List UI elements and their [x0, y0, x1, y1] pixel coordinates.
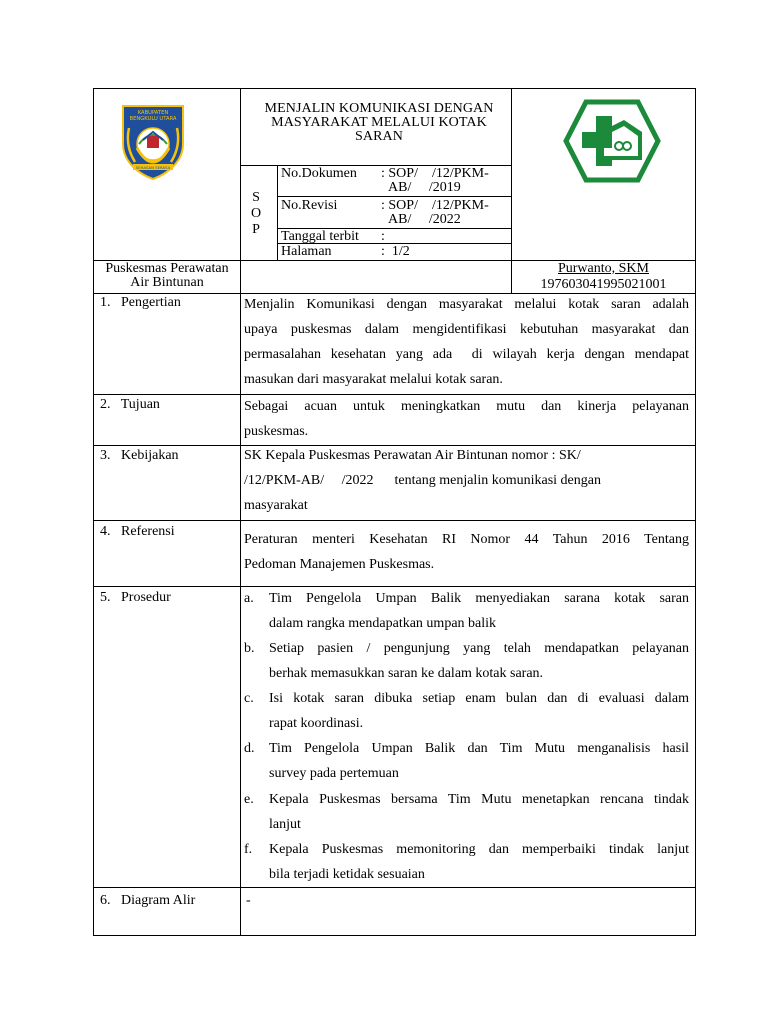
- signer-id: 197603041995021001: [540, 277, 667, 292]
- issue-date-value: :: [381, 229, 385, 244]
- revision-value-1: : SOP/ /12/PKM-: [381, 198, 489, 213]
- doc-number-value-1: : SOP/ /12/PKM-: [381, 166, 489, 181]
- sop-vertical-label: [250, 190, 262, 238]
- kabupaten-emblem-icon: [119, 104, 187, 185]
- sop-letter-s: S: [252, 190, 260, 205]
- section-pengertian-text: [244, 292, 689, 392]
- prosedur-item-line-1: Tim Pengelola Umpan Balik menyediakan sarana kotak saran: [269, 591, 689, 606]
- section-kebijakan-text: [244, 443, 689, 518]
- section-referensi-text: [244, 527, 689, 577]
- referensi-line-2: Pedoman Manajemen Puskesmas.: [244, 557, 435, 572]
- row-divider-4: [93, 520, 696, 521]
- table-border-right: [695, 88, 696, 936]
- pengertian-line-4: masukan dari masyarakat melalui kotak saran.: [244, 372, 503, 387]
- prosedur-item-line-1: Tim Pengelola Umpan Balik dan Tim Mutu menganalisis hasil: [269, 741, 689, 756]
- sop-letter-o: O: [250, 206, 262, 221]
- tujuan-line-2: puskesmas.: [244, 424, 309, 439]
- title-line-1: MENJALIN KOMUNIKASI DENGAN: [264, 101, 494, 116]
- prosedur-item-letter: e.: [244, 792, 254, 807]
- puskesmas-logo-icon: [560, 98, 664, 189]
- issue-date-label: Tanggal terbit: [281, 229, 359, 244]
- prosedur-item-line-1: Kepala Puskesmas memonitoring dan memperbaiki tindak lanjut: [269, 842, 689, 857]
- table-border-top: [93, 88, 696, 89]
- page-value: : 1/2: [381, 244, 410, 259]
- page-label: Halaman: [281, 244, 332, 259]
- prosedur-item-line-2: berhak memasukkan saran ke dalam kotak saran.: [269, 666, 544, 681]
- org-name-line-2: Air Bintunan: [130, 275, 204, 290]
- docinfo-divider-1: [277, 196, 512, 197]
- referensi-line-1: Peraturan menteri Kesehatan RI Nomor 44 Tahun 2016 Tentang: [244, 532, 689, 547]
- document-title: [246, 102, 512, 144]
- sop-letter-p: P: [252, 222, 260, 237]
- prosedur-item-line-1: Isi kotak saran dibuka setiap enam bulan dan di evaluasi dalam: [269, 691, 689, 706]
- prosedur-item-line-2: survey pada pertemuan: [269, 766, 399, 781]
- pengertian-line-2: upaya puskesmas dalam mengidentifikasi kebutuhan masyarakat dan: [244, 322, 689, 337]
- kebijakan-line-1: SK Kepala Puskesmas Perawatan Air Bintunan nomor : SK/: [244, 448, 581, 463]
- prosedur-item-letter: a.: [244, 591, 254, 606]
- pengertian-line-1: Menjalin Komunikasi dengan masyarakat melalui kotak saran adalah: [244, 297, 689, 312]
- revision-label: No.Revisi: [281, 198, 338, 213]
- prosedur-item-letter: d.: [244, 741, 255, 756]
- col-divider-label: [240, 88, 241, 936]
- prosedur-item-line-1: Setiap pasien / pengunjung yang telah mendapatkan pelayanan: [269, 641, 689, 656]
- section-kebijakan-label: 3. Kebijakan: [100, 448, 179, 463]
- kebijakan-line-2: /12/PKM-AB/ /2022 tentang menjalin komunikasi dengan: [244, 473, 601, 488]
- prosedur-item-line-1: Kepala Puskesmas bersama Tim Mutu menetapkan rencana tindak: [269, 792, 689, 807]
- doc-number-label: No.Dokumen: [281, 166, 357, 181]
- kebijakan-line-3: masyarakat: [244, 498, 308, 513]
- signer-name: Purwanto, SKM: [557, 261, 649, 276]
- section-diagram-alir-value: -: [246, 893, 251, 908]
- table-border-left: [93, 88, 94, 936]
- section-referensi-label: 4. Referensi: [100, 524, 175, 539]
- col-divider-sop: [277, 165, 278, 261]
- section-tujuan-label: 2. Tujuan: [100, 397, 160, 412]
- doc-number-value-2: AB/ /2019: [388, 180, 461, 195]
- prosedur-item-letter: c.: [244, 691, 254, 706]
- title-line-2: MASYARAKAT MELALUI KOTAK: [271, 115, 487, 130]
- row-divider-6: [93, 887, 696, 888]
- section-pengertian-label: 1. Pengertian: [100, 295, 181, 310]
- tujuan-line-1: Sebagai acuan untuk meningkatkan mutu dan kinerja pelayanan: [244, 399, 689, 414]
- prosedur-item-line-2: rapat koordinasi.: [269, 716, 364, 731]
- org-name-line-1: Puskesmas Perawatan: [105, 261, 229, 276]
- prosedur-item-line-2: dalam rangka mendapatkan umpan balik: [269, 616, 497, 631]
- emblem-text-top2: BENGKULU UTARA: [129, 116, 177, 122]
- title-line-3: SARAN: [355, 129, 403, 144]
- section-tujuan-text: [244, 394, 689, 444]
- revision-value-2: AB/ /2022: [388, 212, 461, 227]
- section-prosedur-label: 5. Prosedur: [100, 590, 171, 605]
- prosedur-item-line-2: bila terjadi ketidak sesuaian: [269, 867, 425, 882]
- emblem-text-top: KABUPATEN: [137, 110, 169, 116]
- pengertian-line-3: permasalahan kesehatan yang ada di wilayah kerja dengan mendapat: [244, 347, 689, 362]
- table-border-bottom: [93, 935, 696, 936]
- section-diagram-alir-label: 6. Diagram Alir: [100, 893, 196, 908]
- prosedur-item-letter: f.: [244, 842, 253, 857]
- prosedur-item-line-2: lanjut: [269, 817, 301, 832]
- prosedur-item-letter: b.: [244, 641, 255, 656]
- emblem-motto: SEHASAN SERASA: [135, 165, 171, 170]
